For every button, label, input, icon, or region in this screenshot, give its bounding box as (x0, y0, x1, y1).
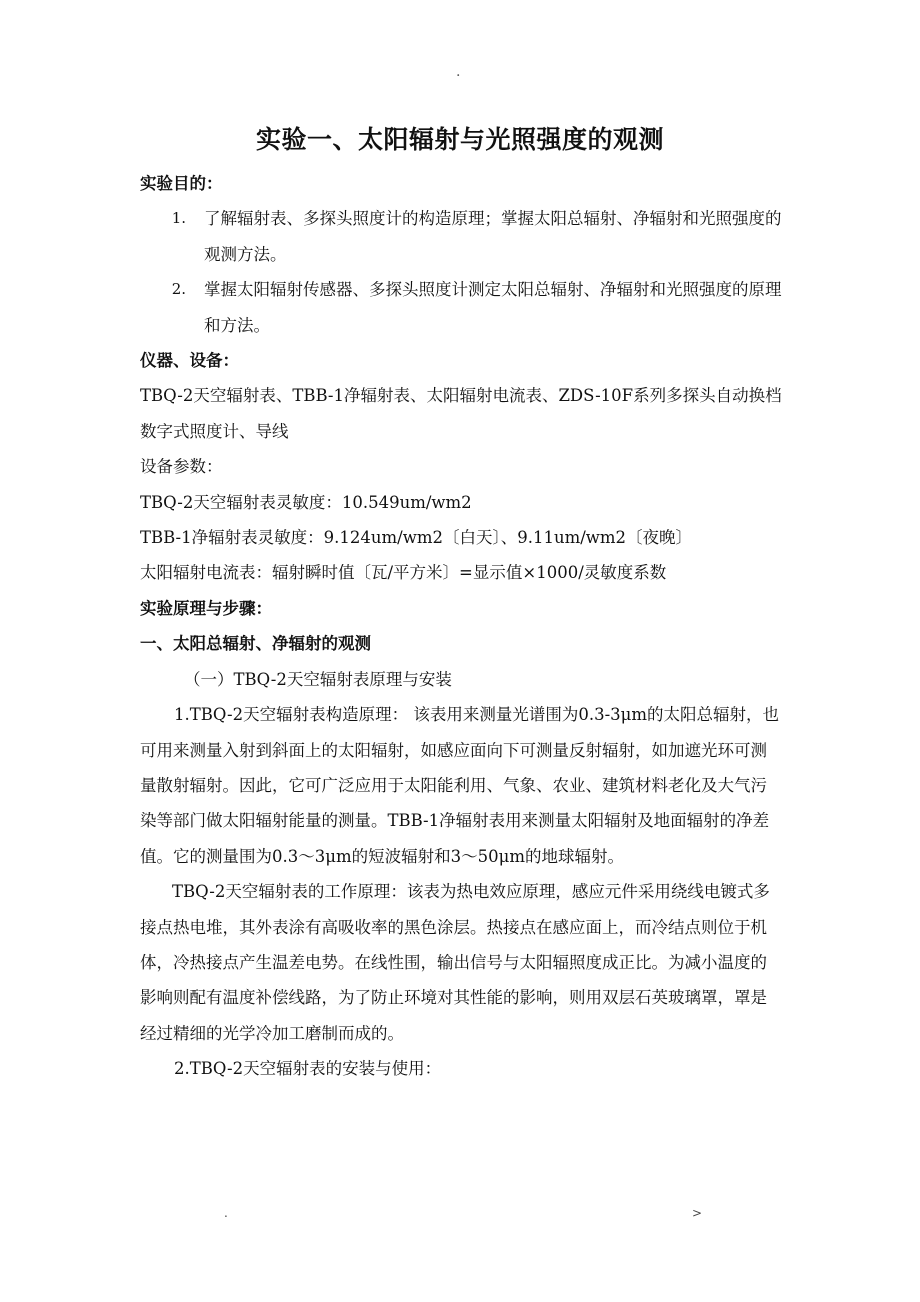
document-title: 实验一、太阳辐射与光照强度的观测 (255, 125, 664, 154)
document-body (140, 166, 782, 1087)
equipment-list: TBQ-2天空辐射表、TBB-1净辐射表、太阳辐射电流表、ZDS-10F系列多探头自动换档数字式照度计、导线 (140, 386, 782, 441)
section-heading: 一、太阳总辐射、净辐射的观测 (140, 634, 371, 654)
equipment-heading: 仪器、设备： (140, 351, 239, 371)
list-number: 1. (171, 209, 186, 228)
purpose-heading: 实验目的： (140, 174, 223, 193)
param-tbb-sensitivity: TBB-1净辐射表灵敏度：9.124um/wm2〔白天〕、9.11um/wm2〔夜晚〕 (140, 528, 693, 548)
param-tbq-sensitivity: TBQ-2天空辐射表灵敏度：10.549um/wm2 (140, 492, 472, 512)
paragraph-working-principle: TBQ-2天空辐射表的工作原理：该表为热电效应原理，感应元件采用绕线电镀式多接点热电堆，其外表涂有高吸收率的黑色涂层。热接点在感应面上，而冷结点则位于机体，冷热接点产生温差电势。在线性围，输出信号与太阳辐照度成正比。为减小温度的影响则配有温度补偿线路，为了防止环境对其性能的影响，则用双层石英玻璃罩，罩是经过精细的光学冷加工磨制而成的。 (140, 882, 770, 1043)
step-heading: 2.TBQ-2天空辐射表的安装与使用： (174, 1059, 442, 1079)
subsection-heading: （一）TBQ-2天空辐射表原理与安装 (184, 669, 452, 689)
purpose-item-2 (140, 272, 782, 343)
header-dot: . (456, 64, 461, 80)
purpose-item-1 (140, 201, 782, 272)
param-current-meter: 太阳辐射电流表：辐射瞬时值〔瓦/平方米〕=显示值×1000/灵敏度系数 (140, 563, 667, 583)
paragraph-structure: 1.TBQ-2天空辐射表构造原理： 该表用来测量光谱围为0.3-3μm的太阳总辐射，也可用来测量入射到斜面上的太阳辐射，如感应面向下可测量反射辐射，如加遮光环可测量散射辐射。因此，它可广泛应用于太阳能利用、气象、农业、建筑材料老化及大气污染等部门做太阳辐射能量的测量。TBB-1净辐射表用来测量太阳辐射及地面辐射的净差值。它的测量围为0.3～3μm的短波辐射和3～50μm的地球辐射。 (140, 705, 780, 866)
list-text: 掌握太阳辐射传感器、多探头照度计测定太阳总辐射、净辐射和光照强度的原理和方法。 (204, 280, 782, 335)
list-text: 了解辐射表、多探头照度计的构造原理；掌握太阳总辐射、净辐射和光照强度的观测方法。 (204, 209, 782, 264)
params-label: 设备参数： (140, 457, 223, 477)
list-number: 2. (171, 280, 186, 299)
principle-heading: 实验原理与步骤： (140, 598, 272, 618)
footer-right-mark: > (692, 1206, 703, 1220)
footer-left-mark: . (224, 1206, 228, 1220)
